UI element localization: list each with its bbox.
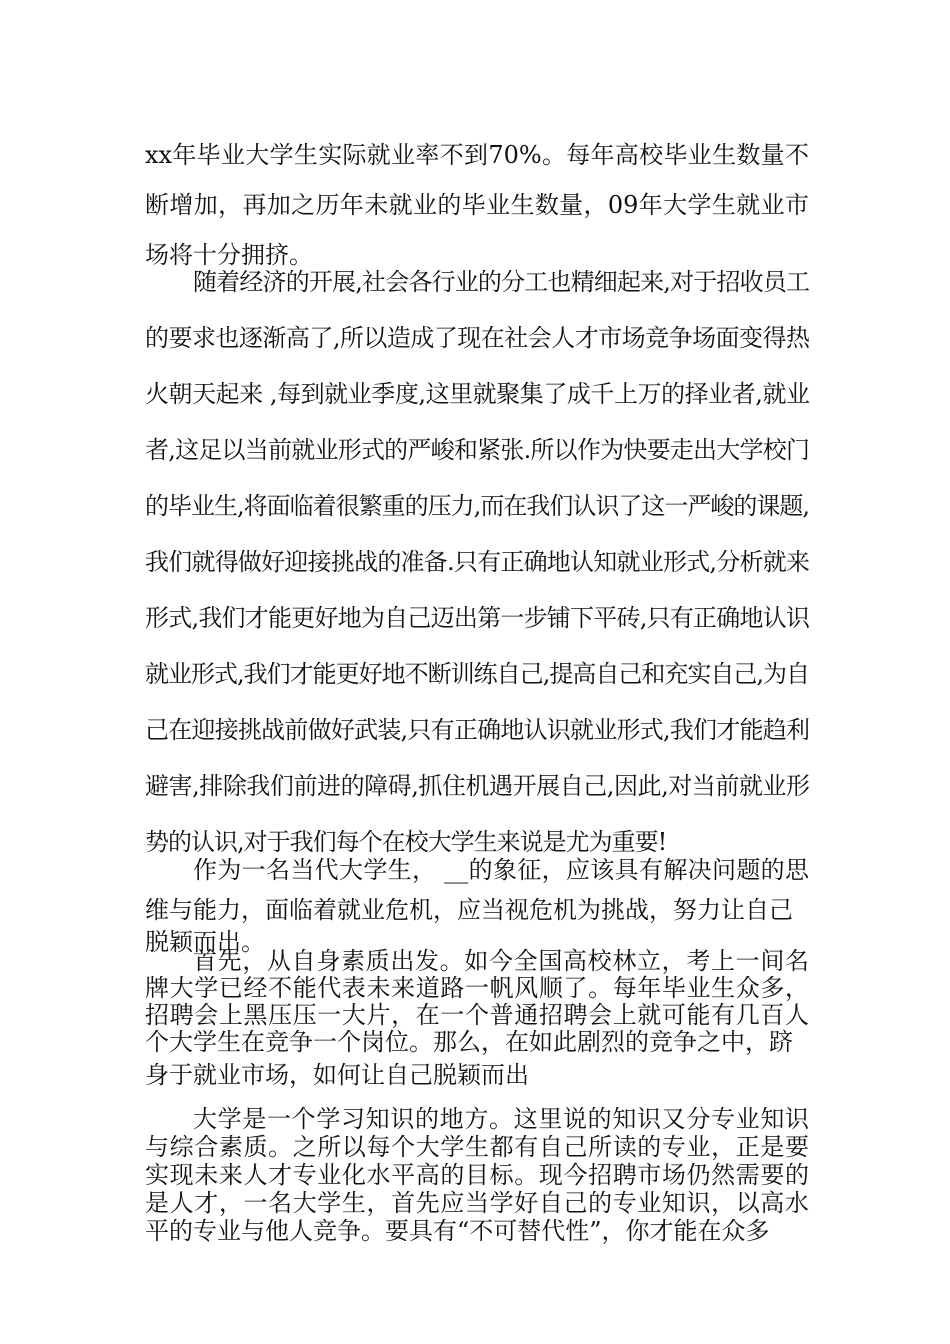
paragraph-modern-student: 作为一名当代大学生， __的象征，应该具有解决问题的思维与能力，面临着就业危机，应当视危机为挑战，努力让自己	[145, 856, 809, 924]
paragraph-first-quality: 首先，从自身素质出发。如今全国高校林立，考上一间名牌大学已经不能代表未来道路一帆风顺了。每年毕业生众多，招聘会上黑压压一大片，在一个普通招聘会上就可能有几百人个大学生在竞争一个岗位。那么，在如此剧烈的竞争之中，跻	[145, 947, 809, 1056]
paragraph-employment-rate: xx年毕业大学生实际就业率不到70%。每年高校毕业生数量不断增加，再加之历年未就业的毕业生数量，09年大学生就业市场将十分拥挤。	[145, 141, 809, 269]
paragraph-modern-student-end: 脱颖而出。	[145, 928, 265, 956]
paragraph-university-knowledge: 大学是一个学习知识的地方。这里说的知识又分专业知识与综合素质。之所以每个大学生都有自己所读的专业，正是要实现未来人才专业化水平高的目标。现今招聘市场仍然需要的是人才，一名大学生，首先应当学好自己的专业知识，以高水平的专业与他人竞争。要具有“不可替代性”，你才能在众多	[145, 1105, 809, 1245]
paragraph-economic-development: 随着经济的开展,社会各行业的分工也精细起来,对于招收员工的要求也逐渐高了,所以造成了现在社会人才市场竞争场面变得热火朝天起来 ,每到就业季度,这里就聚集了成千上万的择业者,就业者,这足以当前就业形式的严峻和紧张.所以作为快要走出大学校门的毕业生,将面临着很繁重的压力,而在我们认识了这一严峻的课题,我们就得做好迎接挑战的准备.只有正确地认知就业形式,分析就来形式,我们才能更好地为自己迈出第一步铺下平砖,只有正确地认识就业形式,我们才能更好地不断训练自己,提高自己和充实自己,为自己在迎接挑战前做好武装,只有正确地认识就业形式,我们才能趋利避害,排除我们前进的障碍,抓住机遇开展自己,因此,对当前就业形势的认识,对于我们每个在校大学生来说是尤为重要!	[145, 268, 809, 856]
paragraph-first-quality-end: 身于就业市场，如何让自己脱颖而出	[145, 1061, 529, 1089]
